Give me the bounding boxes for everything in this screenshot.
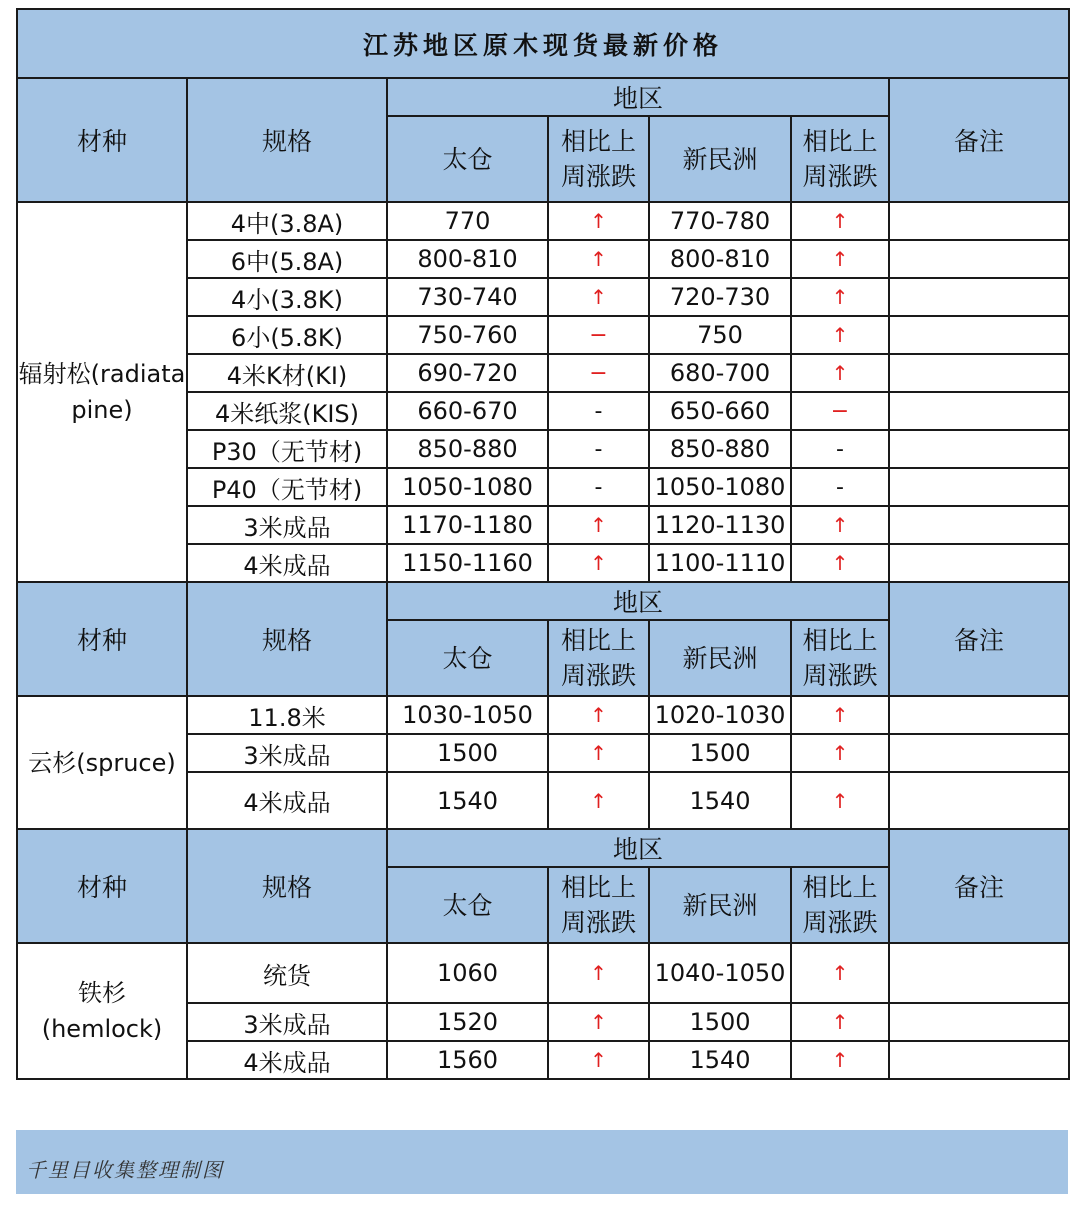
taicang-price: 1150-1160 (387, 544, 548, 582)
up-arrow-icon: ↑ (791, 696, 889, 734)
flat-dash-icon: − (548, 354, 649, 392)
up-arrow-icon: ↑ (548, 202, 649, 240)
taicang-price: 750-760 (387, 316, 548, 354)
header-region: 地区 (387, 582, 889, 620)
xinminzhou-price: 1500 (649, 734, 791, 772)
header-xinminzhou: 新民洲 (649, 620, 791, 696)
flat-dash-icon: - (791, 468, 889, 506)
spec-cell: 4中(3.8A) (187, 202, 387, 240)
remark-cell (889, 696, 1069, 734)
footer-credit: 千里目收集整理制图 (26, 1158, 224, 1182)
up-arrow-icon: ↑ (548, 734, 649, 772)
up-arrow-icon: ↑ (548, 943, 649, 1003)
remark-cell (889, 943, 1069, 1003)
up-arrow-icon: ↑ (548, 278, 649, 316)
up-arrow-icon: ↑ (791, 202, 889, 240)
header-change-taicang: 相比上周涨跌 (548, 116, 649, 202)
spec-cell: 3米成品 (187, 506, 387, 544)
taicang-price: 800-810 (387, 240, 548, 278)
header-xinminzhou: 新民洲 (649, 116, 791, 202)
spec-cell: 4小(3.8K) (187, 278, 387, 316)
remark-cell (889, 392, 1069, 430)
remark-cell (889, 772, 1069, 829)
up-arrow-icon: ↑ (791, 278, 889, 316)
spec-cell: 6中(5.8A) (187, 240, 387, 278)
spec-cell: 4米成品 (187, 544, 387, 582)
header-species: 材种 (17, 582, 187, 696)
up-arrow-icon: ↑ (791, 544, 889, 582)
remark-cell (889, 354, 1069, 392)
price-sheet (16, 8, 1068, 1080)
spec-cell: 4米K材(KI) (187, 354, 387, 392)
spec-cell: P40（无节材) (187, 468, 387, 506)
header-change-xinminzhou: 相比上周涨跌 (791, 867, 889, 943)
header-region: 地区 (387, 78, 889, 116)
flat-dash-icon: - (548, 392, 649, 430)
header-change-xinminzhou: 相比上周涨跌 (791, 620, 889, 696)
header-spec: 规格 (187, 78, 387, 202)
xinminzhou-price: 850-880 (649, 430, 791, 468)
header-spec: 规格 (187, 829, 387, 943)
header-remark: 备注 (889, 582, 1069, 696)
taicang-price: 1030-1050 (387, 696, 548, 734)
up-arrow-icon: ↑ (548, 240, 649, 278)
header-taicang: 太仓 (387, 116, 548, 202)
spec-cell: 3米成品 (187, 734, 387, 772)
species-spruce: 云杉(spruce) (17, 696, 187, 829)
taicang-price: 1170-1180 (387, 506, 548, 544)
xinminzhou-price: 1040-1050 (649, 943, 791, 1003)
spec-cell: 11.8米 (187, 696, 387, 734)
spec-cell: 4米成品 (187, 1041, 387, 1079)
xinminzhou-price: 800-810 (649, 240, 791, 278)
header-species: 材种 (17, 829, 187, 943)
up-arrow-icon: ↑ (548, 1041, 649, 1079)
spec-cell: 4米纸浆(KIS) (187, 392, 387, 430)
taicang-price: 1500 (387, 734, 548, 772)
taicang-price: 690-720 (387, 354, 548, 392)
flat-dash-icon: − (791, 392, 889, 430)
footer-bar (16, 1130, 1068, 1194)
xinminzhou-price: 750 (649, 316, 791, 354)
taicang-price: 1540 (387, 772, 548, 829)
up-arrow-icon: ↑ (791, 240, 889, 278)
xinminzhou-price: 770-780 (649, 202, 791, 240)
xinminzhou-price: 1500 (649, 1003, 791, 1041)
spec-cell: 4米成品 (187, 772, 387, 829)
header-xinminzhou: 新民洲 (649, 867, 791, 943)
header-change-taicang: 相比上周涨跌 (548, 620, 649, 696)
taicang-price: 850-880 (387, 430, 548, 468)
flat-dash-icon: - (791, 430, 889, 468)
up-arrow-icon: ↑ (791, 1041, 889, 1079)
remark-cell (889, 468, 1069, 506)
taicang-price: 1060 (387, 943, 548, 1003)
remark-cell (889, 734, 1069, 772)
price-table (16, 8, 1070, 1080)
xinminzhou-price: 1540 (649, 1041, 791, 1079)
taicang-price: 660-670 (387, 392, 548, 430)
remark-cell (889, 1003, 1069, 1041)
xinminzhou-price: 680-700 (649, 354, 791, 392)
up-arrow-icon: ↑ (791, 772, 889, 829)
remark-cell (889, 278, 1069, 316)
xinminzhou-price: 720-730 (649, 278, 791, 316)
spec-cell: P30（无节材) (187, 430, 387, 468)
remark-cell (889, 316, 1069, 354)
remark-cell (889, 202, 1069, 240)
up-arrow-icon: ↑ (548, 696, 649, 734)
taicang-price: 1520 (387, 1003, 548, 1041)
up-arrow-icon: ↑ (791, 354, 889, 392)
spec-cell: 6小(5.8K) (187, 316, 387, 354)
remark-cell (889, 1041, 1069, 1079)
header-remark: 备注 (889, 829, 1069, 943)
xinminzhou-price: 650-660 (649, 392, 791, 430)
xinminzhou-price: 1100-1110 (649, 544, 791, 582)
taicang-price: 1050-1080 (387, 468, 548, 506)
flat-dash-icon: - (548, 430, 649, 468)
header-region: 地区 (387, 829, 889, 867)
up-arrow-icon: ↑ (791, 316, 889, 354)
header-taicang: 太仓 (387, 867, 548, 943)
species-radiata: 辐射松(radiata pine) (17, 202, 187, 582)
up-arrow-icon: ↑ (791, 1003, 889, 1041)
up-arrow-icon: ↑ (548, 772, 649, 829)
up-arrow-icon: ↑ (548, 544, 649, 582)
remark-cell (889, 240, 1069, 278)
up-arrow-icon: ↑ (791, 506, 889, 544)
up-arrow-icon: ↑ (548, 1003, 649, 1041)
spec-cell: 统货 (187, 943, 387, 1003)
flat-dash-icon: - (548, 468, 649, 506)
flat-dash-icon: − (548, 316, 649, 354)
taicang-price: 770 (387, 202, 548, 240)
up-arrow-icon: ↑ (548, 506, 649, 544)
header-spec: 规格 (187, 582, 387, 696)
header-taicang: 太仓 (387, 620, 548, 696)
header-species: 材种 (17, 78, 187, 202)
xinminzhou-price: 1120-1130 (649, 506, 791, 544)
remark-cell (889, 544, 1069, 582)
up-arrow-icon: ↑ (791, 943, 889, 1003)
remark-cell (889, 506, 1069, 544)
header-remark: 备注 (889, 78, 1069, 202)
taicang-price: 730-740 (387, 278, 548, 316)
header-change-xinminzhou: 相比上周涨跌 (791, 116, 889, 202)
xinminzhou-price: 1540 (649, 772, 791, 829)
table-title: 江苏地区原木现货最新价格 (17, 9, 1069, 78)
xinminzhou-price: 1050-1080 (649, 468, 791, 506)
up-arrow-icon: ↑ (791, 734, 889, 772)
spec-cell: 3米成品 (187, 1003, 387, 1041)
species-hemlock: 铁杉(hemlock) (17, 943, 187, 1079)
header-change-taicang: 相比上周涨跌 (548, 867, 649, 943)
xinminzhou-price: 1020-1030 (649, 696, 791, 734)
taicang-price: 1560 (387, 1041, 548, 1079)
remark-cell (889, 430, 1069, 468)
